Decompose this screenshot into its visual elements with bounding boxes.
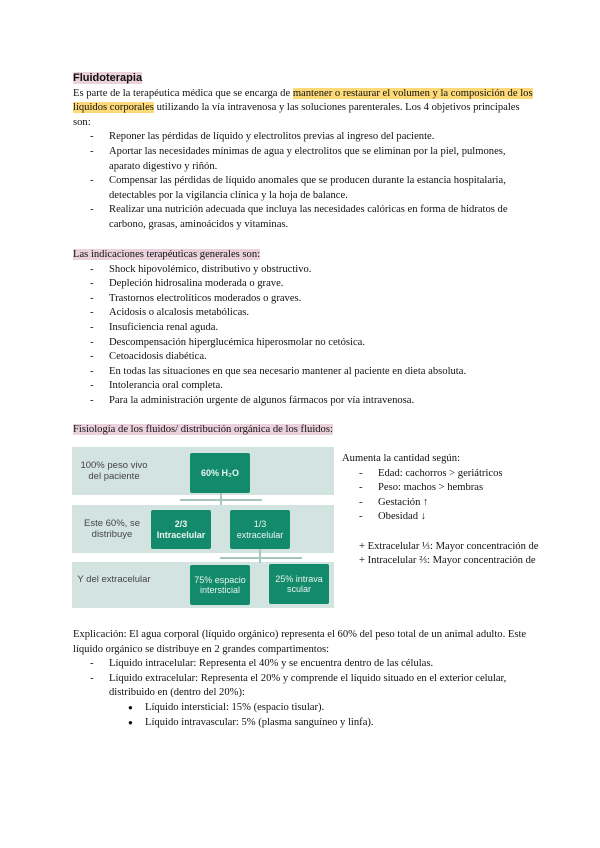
list-item: - Líquido intracelular: Representa el 40% y se encuentra dentro de las células. (109, 657, 533, 672)
list-item: - Intolerancia oral completa. (109, 379, 533, 394)
list-item: - Depleción hidrosalina moderada o grave. (109, 277, 533, 292)
extracellular-box: 1/3 extracelular (230, 510, 290, 549)
note: + Extracelular ⅓: Mayor concentración de (359, 540, 539, 552)
row-label: Y del extracelular (77, 574, 151, 585)
increase-notes (342, 452, 542, 569)
list-item: - Obesidad ↓ (378, 510, 542, 525)
section-intro (73, 71, 533, 233)
list-item: - Descompensación hiperglucémica hiperosmolar no cetósica. (109, 336, 533, 351)
list-item: - Líquido extracelular: Representa el 20% y comprende el líquido situado en el exterior celular, distribuido en (dentro del 20%): (109, 672, 533, 701)
note: + Intracelular ⅔: Mayor concentración de (359, 555, 536, 567)
list-item: - Acidosis o alcalosis metabólicas. (109, 306, 533, 321)
row-label: Este 60%, se distribuye (84, 518, 140, 540)
indications-heading: Las indicaciones terapéuticas generales son: (73, 249, 261, 260)
objectives-list (73, 130, 533, 232)
connector-line (220, 557, 302, 559)
list-item: - Para la administración urgente de algunos fármacos por vía intravenosa. (109, 394, 533, 409)
list-item: - Cetoacidosis diabética. (109, 350, 533, 365)
intro-highlight: mantener o restaurar el volumen y la composición de los líquidos corporales (73, 87, 533, 114)
list-item: - Reponer las pérdidas de líquido y electrolitos previas al ingreso del paciente. (109, 130, 533, 145)
section-indications (73, 248, 533, 409)
list-item: - En todas las situaciones en que sea necesario mantener al paciente en dieta absoluta. (109, 365, 533, 380)
explanation-sublist (73, 701, 533, 730)
section-explanation (73, 628, 533, 730)
row-label: 100% peso vivo del paciente (80, 460, 148, 482)
list-item: - Aportar las necesidades mínimas de agua y electrolitos que se eliminan por la piel, pulmones, aparato digestivo y riñón. (109, 145, 533, 174)
connector-line (180, 499, 262, 501)
fluid-distribution-diagram (72, 447, 334, 608)
explanation-text: Explicación: El agua corporal (líquido orgánico) representa el 60% del peso total de un animal adulto. Este líquido orgánico se distribuye en 2 grandes compartimentos: (73, 629, 527, 655)
water-box: 60% H₂O (190, 453, 250, 493)
increase-heading: Aumenta la cantidad según: (342, 453, 460, 464)
list-item: - Peso: machos > hembras (378, 481, 542, 496)
list-item: ● Líquido intersticial: 15% (espacio tisular). (145, 701, 533, 716)
list-item: - Trastornos electrolíticos moderados o graves. (109, 292, 533, 307)
intravascular-box: 25% intravascular (269, 564, 329, 604)
intro-text: Es parte de la terapéutica médica que se encarga de (73, 87, 293, 99)
intro-text-end: utilizando la vía intravenosa y las soluciones parenterales. Los 4 objetivos principales son: (73, 102, 520, 128)
interstitial-box: 75% espacio intersticial (190, 565, 250, 605)
list-item: - Realizar una nutrición adecuada que incluya las necesidades calóricas en forma de hidratos de carbono, grasas, aminoácidos y vitaminas. (109, 203, 533, 232)
increase-list (342, 467, 542, 525)
list-item: - Edad: cachorros > geriátricos (378, 467, 542, 482)
list-item: ● Líquido intravascular: 5% (plasma sanguíneo y linfa). (145, 716, 533, 731)
list-item: - Compensar las pérdidas de líquido anomales que se producen durante la estancia hospitalaria, detectables por la vigilancia clínica y la hoja de balance. (109, 174, 533, 203)
intracellular-box: 2/3 Intracelular (151, 510, 211, 549)
indications-list (73, 263, 533, 409)
explanation-list (73, 657, 533, 701)
intro-paragraph (73, 87, 533, 131)
list-item: - Gestación ↑ (378, 496, 542, 511)
list-item: - Shock hipovolémico, distributivo y obstructivo. (109, 263, 533, 278)
connector-line (259, 549, 261, 563)
document-title: Fluidoterapia (73, 72, 143, 84)
physiology-heading: Fisiología de los fluidos/ distribución orgánica de los fluidos: (73, 424, 333, 435)
list-item: - Insuficiencia renal aguda. (109, 321, 533, 336)
